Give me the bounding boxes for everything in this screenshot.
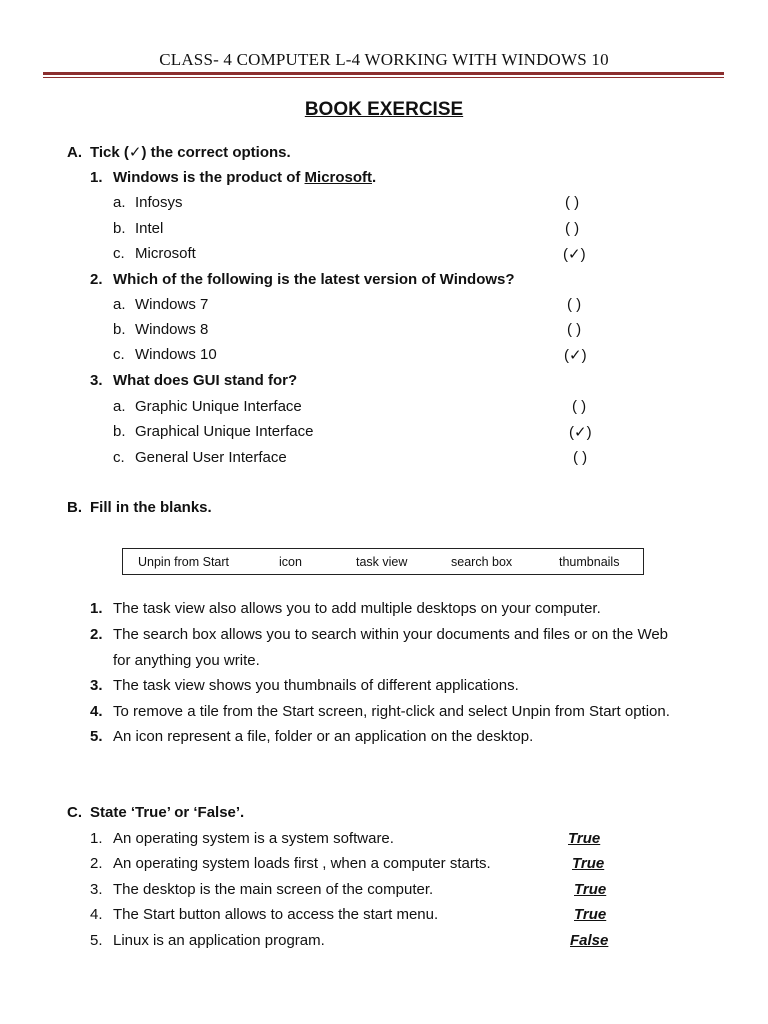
option-mark: (✓) <box>564 347 587 364</box>
option-mark: ( ) <box>573 449 588 466</box>
blank-item <box>90 728 533 745</box>
option-row <box>113 321 208 338</box>
option-text: Microsoft <box>135 245 196 262</box>
option-row <box>113 423 313 440</box>
statement-answer: True <box>568 830 601 847</box>
statement-number: 1. <box>90 830 103 847</box>
option-letter: b. <box>113 220 126 237</box>
question-number: 3. <box>90 372 103 389</box>
word-box-item: Unpin from Start <box>138 555 230 569</box>
option-text: General User Interface <box>135 449 287 466</box>
statement-answer: True <box>572 855 605 872</box>
blank-item <box>90 703 670 720</box>
option-mark: ( ) <box>565 220 580 237</box>
option-letter: a. <box>113 296 126 313</box>
blank-item <box>90 600 601 617</box>
blank-text-continued: for anything you write. <box>113 652 260 669</box>
statement-answer: True <box>574 906 607 923</box>
blank-text: The task view also allows you to add multiple desktops on your computer. <box>113 600 601 617</box>
option-mark: ( ) <box>567 321 582 338</box>
section-c-heading <box>67 804 244 821</box>
blank-number: 4. <box>90 703 103 720</box>
section-b-label: B. <box>67 499 82 516</box>
header-divider-thick <box>43 72 724 75</box>
question-text: Which of the following is the latest version of Windows? <box>113 271 515 288</box>
header-divider-thin <box>43 77 724 78</box>
option-mark: ( ) <box>565 194 580 211</box>
option-row <box>113 398 302 415</box>
option-text: Infosys <box>135 194 183 211</box>
page-header: CLASS- 4 COMPUTER L-4 WORKING WITH WINDOWS 10 <box>159 50 609 69</box>
blank-item <box>90 626 668 643</box>
section-a-heading <box>67 143 291 161</box>
blank-number: 1. <box>90 600 103 617</box>
page-title: BOOK EXERCISE <box>304 99 464 120</box>
word-box-item: icon <box>279 555 302 569</box>
question-2 <box>90 271 515 288</box>
word-box-item: search box <box>451 555 513 569</box>
question-number: 1. <box>90 169 103 186</box>
option-letter: c. <box>113 245 125 262</box>
option-text: Intel <box>135 220 164 237</box>
option-row <box>113 449 287 466</box>
blank-number: 2. <box>90 626 103 643</box>
section-a-title: Tick (✓) the correct options. <box>90 144 291 161</box>
option-row <box>113 346 217 363</box>
question-1 <box>90 169 376 186</box>
option-text: Graphic Unique Interface <box>135 398 302 415</box>
option-letter: c. <box>113 346 125 363</box>
option-row <box>113 220 163 237</box>
option-mark: (✓) <box>563 246 586 263</box>
option-letter: a. <box>113 398 126 415</box>
question-3 <box>90 372 297 389</box>
statement-answer: False <box>570 932 609 949</box>
section-b-heading <box>67 499 212 516</box>
option-text: Graphical Unique Interface <box>135 423 314 440</box>
word-box-item: task view <box>356 555 408 569</box>
statement-row <box>90 932 325 949</box>
option-mark: ( ) <box>567 296 582 313</box>
option-text: Windows 7 <box>135 296 209 313</box>
blank-text: An icon represent a file, folder or an application on the desktop. <box>113 728 534 745</box>
option-mark: ( ) <box>572 398 587 415</box>
word-box <box>122 548 644 575</box>
option-letter: b. <box>113 423 126 440</box>
statement-text: The Start button allows to access the start menu. <box>113 906 439 923</box>
blank-text: To remove a tile from the Start screen, right-click and select Unpin from Start option. <box>113 703 670 720</box>
statement-row <box>90 855 491 872</box>
statement-number: 4. <box>90 906 103 923</box>
blank-number: 3. <box>90 677 103 694</box>
word-box-item: thumbnails <box>559 555 620 569</box>
question-text: What does GUI stand for? <box>113 372 298 389</box>
blank-text: The task view shows you thumbnails of different applications. <box>113 677 519 694</box>
statement-text: The desktop is the main screen of the computer. <box>113 881 434 898</box>
option-text: Windows 10 <box>135 346 217 363</box>
section-a-label: A. <box>67 144 82 161</box>
option-letter: c. <box>113 449 125 466</box>
question-text-end: . <box>372 169 377 186</box>
question-underlined: Microsoft <box>304 169 373 186</box>
statement-answer: True <box>574 881 607 898</box>
statement-row <box>90 830 394 847</box>
statement-number: 2. <box>90 855 103 872</box>
question-text: Windows is the product of <box>113 169 305 186</box>
option-letter: b. <box>113 321 126 338</box>
statement-text: An operating system loads first , when a computer starts. <box>113 855 491 872</box>
statement-text: An operating system is a system software. <box>113 830 394 847</box>
blank-text: The search box allows you to search within your documents and files or on the Web <box>113 626 669 643</box>
section-b-title: Fill in the blanks. <box>90 499 212 516</box>
statement-number: 3. <box>90 881 103 898</box>
statement-row <box>90 906 438 923</box>
option-letter: a. <box>113 194 126 211</box>
statement-row <box>90 881 433 898</box>
option-row <box>113 194 183 211</box>
option-text: Windows 8 <box>135 321 209 338</box>
statement-number: 5. <box>90 932 103 949</box>
blank-number: 5. <box>90 728 103 745</box>
statement-text: Linux is an application program. <box>113 932 325 949</box>
blank-item <box>90 677 519 694</box>
option-row <box>113 245 196 262</box>
section-c-label: C. <box>67 804 82 821</box>
question-number: 2. <box>90 271 103 288</box>
option-row <box>113 296 208 313</box>
option-mark: (✓) <box>569 424 592 441</box>
section-c-title: State ‘True’ or ‘False’. <box>90 804 245 821</box>
